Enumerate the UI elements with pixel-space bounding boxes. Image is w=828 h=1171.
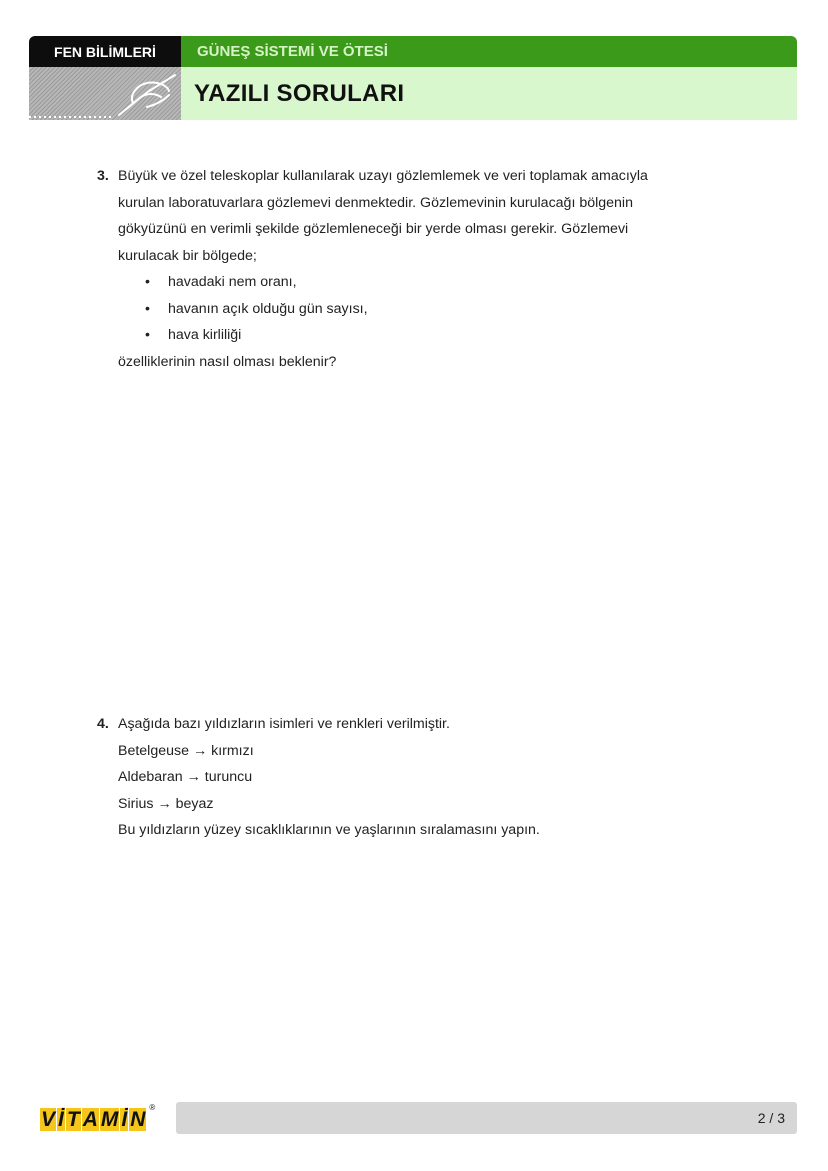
- question-number: 3.: [97, 168, 109, 184]
- vitamin-logo: [40, 1103, 155, 1131]
- logo-letter: V: [41, 1108, 56, 1131]
- page-number: 2 / 3: [757, 1110, 785, 1126]
- logo-letter: A: [82, 1108, 98, 1131]
- logo-letter: N: [130, 1108, 146, 1131]
- bullet-icon: •: [145, 274, 150, 290]
- list-item: • havadaki nem oranı,: [118, 269, 708, 296]
- star-color: beyaz: [175, 795, 214, 812]
- question-intro: Aşağıda bazı yıldızların isimleri ve renkleri verilmiştir.: [118, 716, 450, 732]
- list-item: • havanın açık olduğu gün sayısı,: [118, 296, 708, 323]
- logo-letter: T: [66, 1108, 80, 1131]
- arrow-icon: →: [186, 769, 201, 785]
- subject-label: FEN BİLİMLERİ: [29, 36, 181, 67]
- footer-bar: [176, 1102, 797, 1134]
- question-closing: özelliklerinin nasıl olması beklenir?: [118, 353, 337, 370]
- bullet-icon: •: [145, 300, 150, 317]
- question-text-line: gökyüzünü en verimli şekilde gözlemleneceği bir yerde olması gerekir. Gözlemevi: [118, 221, 629, 237]
- star-color: turuncu: [204, 769, 253, 785]
- arrow-icon: →: [157, 795, 172, 812]
- logo-letter: İ: [121, 1108, 128, 1131]
- question-3: [97, 163, 708, 375]
- criteria-list: [118, 269, 708, 349]
- question-text-line: kurulacak bir bölgede;: [118, 247, 257, 264]
- question-text-line: kurulan laboratuvarlara gözlemevi denmektedir. Gözlemevinin kurulacağı bölgenin: [118, 194, 633, 211]
- star-line: [118, 791, 708, 818]
- star-line: [118, 738, 708, 765]
- question-text-line: Büyük ve özel teleskoplar kullanılarak uzayı gözlemlemek ve veri toplamak amacıyla: [118, 168, 648, 184]
- list-item: • hava kirliliği: [118, 322, 708, 349]
- star-name: Betelgeuse: [118, 742, 189, 759]
- star-name: Aldebaran: [118, 769, 183, 785]
- question-number: 4.: [97, 716, 109, 732]
- arrow-icon: →: [192, 742, 208, 759]
- page-title: YAZILI SORULARI: [181, 67, 797, 120]
- question-closing: Bu yıldızların yüzey sıcaklıklarının ve yaşlarının sıralamasını yapın.: [118, 822, 540, 838]
- logo-letter: İ: [58, 1108, 64, 1131]
- star-line: [118, 764, 708, 791]
- question-4: [97, 711, 708, 844]
- logo-letter: M: [100, 1108, 119, 1131]
- registered-mark: ®: [149, 1103, 156, 1112]
- star-color: kırmızı: [211, 742, 254, 759]
- bullet-icon: •: [145, 327, 150, 343]
- star-name: Sirius: [118, 795, 154, 812]
- writing-hand-icon: [29, 67, 181, 120]
- topic-label: GÜNEŞ SİSTEMİ VE ÖTESİ: [181, 36, 797, 67]
